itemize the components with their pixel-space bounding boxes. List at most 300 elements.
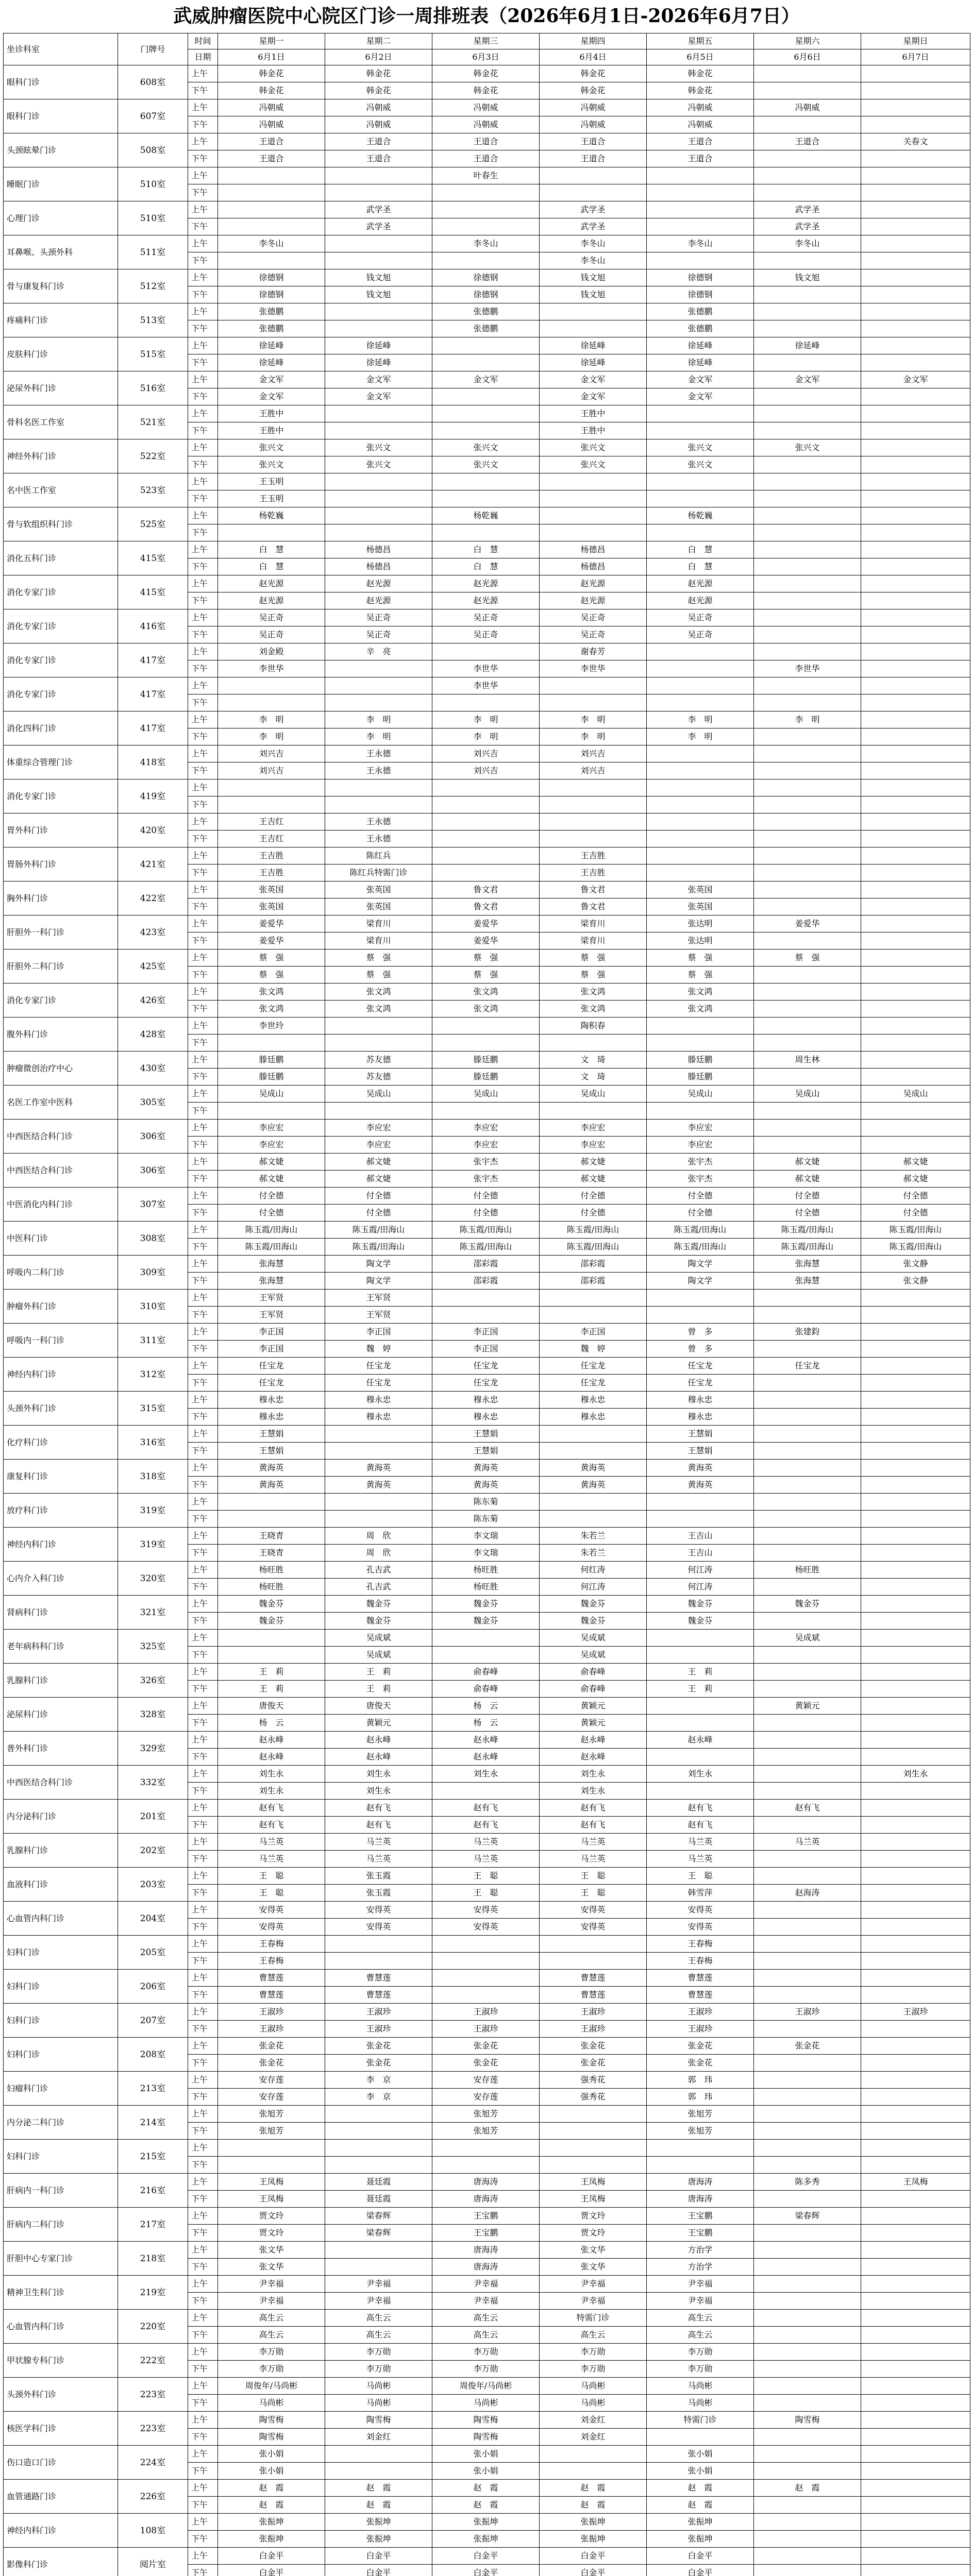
doctor-cell	[218, 779, 325, 796]
schedule-row-am	[4, 1222, 970, 1239]
doctor-cell: 郭 玮	[647, 2072, 754, 2089]
doctor-cell	[647, 1630, 754, 1647]
doctor-cell	[540, 831, 647, 848]
room-number-cell: 319室	[118, 1528, 188, 1562]
time-slot-label: 上午	[188, 133, 218, 150]
doctor-cell: 徐延峰	[647, 337, 754, 354]
doctor-cell	[325, 1443, 432, 1460]
department-cell: 肝病内二科门诊	[4, 2208, 118, 2242]
room-number-cell: 218室	[118, 2242, 188, 2276]
time-slot-label: 下午	[188, 2191, 218, 2208]
room-number-cell: 305室	[118, 1086, 188, 1120]
doctor-cell: 唐俊天	[325, 1698, 432, 1715]
doctor-cell: 张振坤	[325, 2514, 432, 2531]
doctor-cell	[754, 2463, 861, 2480]
doctor-cell: 李 京	[325, 2089, 432, 2106]
doctor-cell	[432, 1970, 540, 1987]
schedule-row-am	[4, 439, 970, 456]
doctor-cell	[754, 1341, 861, 1358]
doctor-cell: 梁春辉	[754, 2208, 861, 2225]
doctor-cell: 赵有飞	[754, 1800, 861, 1817]
doctor-cell	[540, 2123, 647, 2140]
doctor-cell	[218, 184, 325, 201]
doctor-cell	[861, 541, 970, 558]
doctor-cell: 王永德	[325, 814, 432, 831]
doctor-cell	[754, 2191, 861, 2208]
doctor-cell: 冯朝威	[325, 116, 432, 133]
doctor-cell	[218, 2140, 325, 2157]
doctor-cell	[218, 524, 325, 541]
doctor-cell: 李应宏	[647, 1120, 754, 1137]
doctor-cell: 李正国	[540, 1324, 647, 1341]
department-cell: 肝胆外一科门诊	[4, 916, 118, 950]
doctor-cell: 郝文婕	[325, 1154, 432, 1171]
doctor-cell	[754, 592, 861, 609]
schedule-row-am	[4, 643, 970, 660]
time-slot-label: 下午	[188, 456, 218, 473]
doctor-cell	[861, 1511, 970, 1528]
doctor-cell: 杨旺胜	[754, 1562, 861, 1579]
time-slot-label: 上午	[188, 2412, 218, 2429]
time-slot-label: 下午	[188, 1205, 218, 1222]
doctor-cell	[540, 779, 647, 796]
doctor-cell: 任宝龙	[325, 1358, 432, 1375]
doctor-cell: 张海慧	[218, 1273, 325, 1290]
doctor-cell: 赵 霞	[754, 2480, 861, 2497]
doctor-cell: 张宇杰	[647, 1154, 754, 1171]
time-slot-label: 上午	[188, 1936, 218, 1953]
doctor-cell: 马尚彬	[647, 2378, 754, 2395]
schedule-row-am	[4, 677, 970, 694]
doctor-cell: 徐德钢	[218, 286, 325, 303]
room-column-header: 门牌号	[118, 33, 188, 65]
doctor-cell: 张文鸿	[325, 1001, 432, 1018]
doctor-cell	[325, 1426, 432, 1443]
doctor-cell	[861, 1970, 970, 1987]
doctor-cell: 马尚彬	[647, 2395, 754, 2412]
doctor-cell	[861, 762, 970, 779]
room-number-cell: 308室	[118, 1222, 188, 1256]
schedule-row-am	[4, 711, 970, 728]
doctor-cell: 吴正奇	[647, 626, 754, 643]
schedule-row-am	[4, 2310, 970, 2327]
schedule-row-am	[4, 2140, 970, 2157]
doctor-cell	[861, 626, 970, 643]
doctor-cell: 刘生永	[540, 1783, 647, 1800]
time-slot-label: 下午	[188, 1885, 218, 1902]
time-slot-label: 上午	[188, 1664, 218, 1681]
doctor-cell: 苏友德	[325, 1069, 432, 1086]
doctor-cell: 张文鸿	[647, 984, 754, 1001]
time-slot-label: 上午	[188, 1562, 218, 1579]
doctor-cell	[647, 2140, 754, 2157]
doctor-cell: 白金平	[325, 2565, 432, 2576]
time-slot-label: 上午	[188, 2378, 218, 2395]
doctor-cell	[861, 1409, 970, 1426]
doctor-cell: 刘生永	[325, 1766, 432, 1783]
doctor-cell: 马尚彬	[325, 2395, 432, 2412]
doctor-cell: 王慧娟	[647, 1443, 754, 1460]
time-slot-label: 下午	[188, 1749, 218, 1766]
doctor-cell: 冯朝威	[432, 116, 540, 133]
doctor-cell: 王道合	[325, 150, 432, 167]
doctor-cell: 李 明	[218, 728, 325, 745]
doctor-cell: 徐德钢	[432, 269, 540, 286]
doctor-cell	[325, 2106, 432, 2123]
doctor-cell: 李正国	[218, 1324, 325, 1341]
doctor-cell: 刘生永	[218, 1783, 325, 1800]
doctor-cell: 穆永忠	[647, 1409, 754, 1426]
time-slot-label: 下午	[188, 1409, 218, 1426]
doctor-cell	[540, 2157, 647, 2174]
doctor-cell	[861, 1494, 970, 1511]
doctor-cell	[754, 2497, 861, 2514]
doctor-cell: 姜爱华	[754, 916, 861, 933]
doctor-cell: 王淑珍	[432, 2021, 540, 2038]
doctor-cell: 马兰英	[540, 1834, 647, 1851]
department-cell: 内分泌二科门诊	[4, 2106, 118, 2140]
doctor-cell	[861, 1885, 970, 1902]
doctor-cell: 王淑珍	[325, 2021, 432, 2038]
doctor-cell: 曹慧莲	[218, 1987, 325, 2004]
doctor-cell: 张旭芳	[218, 2106, 325, 2123]
doctor-cell: 张文华	[540, 2259, 647, 2276]
time-slot-label: 上午	[188, 201, 218, 218]
doctor-cell	[540, 1953, 647, 1970]
doctor-cell: 赵光源	[540, 592, 647, 609]
doctor-cell: 吴正奇	[540, 626, 647, 643]
doctor-cell: 安得英	[218, 1919, 325, 1936]
doctor-cell: 刘生永	[647, 1766, 754, 1783]
doctor-cell: 穆永忠	[325, 1392, 432, 1409]
time-slot-label: 下午	[188, 354, 218, 371]
doctor-cell: 赵永峰	[647, 1732, 754, 1749]
doctor-cell	[647, 814, 754, 831]
room-number-cell: 315室	[118, 1392, 188, 1426]
time-slot-label: 下午	[188, 286, 218, 303]
doctor-cell: 郝文婕	[540, 1154, 647, 1171]
doctor-cell	[218, 1035, 325, 1052]
doctor-cell: 李应宏	[540, 1120, 647, 1137]
time-slot-label: 上午	[188, 2174, 218, 2191]
doctor-cell: 钱文旭	[325, 269, 432, 286]
doctor-cell	[861, 439, 970, 456]
doctor-cell: 张达明	[647, 916, 754, 933]
doctor-cell	[325, 1936, 432, 1953]
doctor-cell	[861, 1817, 970, 1834]
schedule-row-am	[4, 1052, 970, 1069]
schedule-row-am	[4, 1290, 970, 1307]
doctor-cell: 魏金芬	[754, 1596, 861, 1613]
doctor-cell: 王慧娟	[432, 1426, 540, 1443]
doctor-cell: 穆永忠	[325, 1409, 432, 1426]
doctor-cell	[432, 2157, 540, 2174]
doctor-cell	[218, 1103, 325, 1120]
doctor-cell	[218, 1647, 325, 1664]
doctor-cell: 穆永忠	[432, 1409, 540, 1426]
doctor-cell	[861, 933, 970, 950]
doctor-cell: 陶文学	[325, 1273, 432, 1290]
doctor-cell: 王军贤	[218, 1307, 325, 1324]
time-slot-label: 上午	[188, 439, 218, 456]
doctor-cell: 李 明	[540, 728, 647, 745]
doctor-cell: 文 琦	[540, 1069, 647, 1086]
doctor-cell	[861, 831, 970, 848]
doctor-cell: 张振坤	[325, 2531, 432, 2548]
doctor-cell: 陶文学	[647, 1273, 754, 1290]
doctor-cell: 杨德昌	[540, 558, 647, 575]
doctor-cell: 李万勋	[540, 2361, 647, 2378]
room-number-cell: 306室	[118, 1154, 188, 1188]
doctor-cell: 陶文学	[647, 1256, 754, 1273]
doctor-cell: 张振坤	[647, 2531, 754, 2548]
doctor-cell	[861, 2412, 970, 2429]
doctor-cell: 刘兴吉	[540, 762, 647, 779]
doctor-cell: 张小娟	[218, 2463, 325, 2480]
room-number-cell: 415室	[118, 575, 188, 609]
doctor-cell: 陈玉霞/田海山	[540, 1239, 647, 1256]
doctor-cell	[861, 643, 970, 660]
schedule-row-am	[4, 2004, 970, 2021]
room-number-cell: 607室	[118, 99, 188, 133]
time-slot-label: 上午	[188, 1766, 218, 1783]
department-cell: 肝胆中心专家门诊	[4, 2242, 118, 2276]
doctor-cell: 张英国	[218, 899, 325, 916]
time-slot-label: 下午	[188, 2021, 218, 2038]
time-slot-label: 下午	[188, 1307, 218, 1324]
doctor-cell	[218, 218, 325, 235]
department-cell: 妇科门诊	[4, 1936, 118, 1970]
doctor-cell: 吴正奇	[540, 609, 647, 626]
doctor-cell: 王凤梅	[540, 2191, 647, 2208]
doctor-cell	[325, 303, 432, 320]
doctor-cell	[647, 1783, 754, 1800]
doctor-cell: 金文军	[754, 371, 861, 388]
doctor-cell	[861, 2463, 970, 2480]
doctor-cell	[861, 99, 970, 116]
doctor-cell: 赵永峰	[432, 1749, 540, 1766]
department-cell: 消化专家门诊	[4, 677, 118, 711]
doctor-cell: 吴正奇	[325, 626, 432, 643]
doctor-cell	[754, 1647, 861, 1664]
time-slot-label: 下午	[188, 728, 218, 745]
doctor-cell	[861, 882, 970, 899]
doctor-cell: 吴正奇	[432, 626, 540, 643]
weekday-header: 星期三	[432, 33, 540, 49]
doctor-cell	[754, 1817, 861, 1834]
doctor-cell	[861, 388, 970, 405]
time-slot-label: 上午	[188, 745, 218, 762]
weekday-header: 星期二	[325, 33, 432, 49]
time-slot-label: 上午	[188, 1630, 218, 1647]
doctor-cell	[861, 2497, 970, 2514]
doctor-cell: 冯朝威	[647, 99, 754, 116]
time-slot-label: 上午	[188, 1120, 218, 1137]
doctor-cell	[540, 1494, 647, 1511]
department-cell: 消化专家门诊	[4, 575, 118, 609]
time-slot-label: 下午	[188, 1137, 218, 1154]
room-number-cell: 307室	[118, 1188, 188, 1222]
doctor-cell	[861, 116, 970, 133]
doctor-cell: 鲁文君	[432, 899, 540, 916]
doctor-cell	[218, 677, 325, 694]
department-cell: 骨与康复科门诊	[4, 269, 118, 303]
doctor-cell: 武学圣	[540, 218, 647, 235]
weekday-header: 星期四	[540, 33, 647, 49]
time-slot-label: 上午	[188, 2140, 218, 2157]
doctor-cell: 安得英	[325, 1919, 432, 1936]
doctor-cell: 李万勋	[540, 2344, 647, 2361]
doctor-cell: 吴成山	[754, 1086, 861, 1103]
doctor-cell: 赵光源	[540, 575, 647, 592]
doctor-cell: 张英国	[325, 899, 432, 916]
doctor-cell: 王淑珍	[218, 2021, 325, 2038]
time-slot-label: 下午	[188, 1987, 218, 2004]
doctor-cell: 刘生永	[218, 1766, 325, 1783]
room-number-cell: 319室	[118, 1494, 188, 1528]
doctor-cell: 张文鸿	[540, 1001, 647, 1018]
doctor-cell	[647, 865, 754, 882]
doctor-cell	[432, 2140, 540, 2157]
doctor-cell	[861, 1698, 970, 1715]
doctor-cell	[432, 218, 540, 235]
doctor-cell	[325, 1035, 432, 1052]
doctor-cell: 张文华	[218, 2259, 325, 2276]
doctor-cell: 王永德	[325, 762, 432, 779]
doctor-cell: 赵 霞	[218, 2497, 325, 2514]
doctor-cell	[325, 2259, 432, 2276]
doctor-cell	[647, 2429, 754, 2446]
doctor-cell: 张文鸿	[325, 984, 432, 1001]
doctor-cell	[540, 1511, 647, 1528]
doctor-cell	[754, 524, 861, 541]
doctor-cell: 朱若兰	[540, 1545, 647, 1562]
doctor-cell: 李文瑞	[432, 1545, 540, 1562]
doctor-cell	[754, 848, 861, 865]
time-slot-label: 上午	[188, 1324, 218, 1341]
doctor-cell	[647, 201, 754, 218]
doctor-cell: 刘生永	[325, 1783, 432, 1800]
doctor-cell: 滕廷鹏	[218, 1052, 325, 1069]
doctor-cell	[861, 1443, 970, 1460]
schedule-row-am	[4, 2038, 970, 2055]
doctor-cell: 白 慧	[432, 541, 540, 558]
doctor-cell	[754, 1460, 861, 1477]
doctor-cell: 王道合	[218, 150, 325, 167]
doctor-cell	[754, 1137, 861, 1154]
doctor-cell: 徐延峰	[218, 354, 325, 371]
doctor-cell: 任宝龙	[432, 1375, 540, 1392]
doctor-cell: 邵彩霞	[432, 1273, 540, 1290]
time-slot-label: 上午	[188, 405, 218, 422]
department-cell: 眼科门诊	[4, 99, 118, 133]
time-slot-label: 上午	[188, 99, 218, 116]
doctor-cell: 陈玉霞/田海山	[218, 1239, 325, 1256]
time-slot-label: 上午	[188, 2242, 218, 2259]
doctor-cell: 杨德昌	[325, 541, 432, 558]
doctor-cell: 刘生永	[540, 1766, 647, 1783]
doctor-cell	[218, 252, 325, 269]
doctor-cell	[861, 1069, 970, 1086]
room-number-cell: 510室	[118, 201, 188, 235]
doctor-cell: 马兰英	[754, 1834, 861, 1851]
department-cell: 精神卫生科门诊	[4, 2276, 118, 2310]
doctor-cell: 付全德	[754, 1188, 861, 1205]
doctor-cell	[647, 184, 754, 201]
time-slot-label: 下午	[188, 1851, 218, 1868]
doctor-cell: 黄海英	[325, 1460, 432, 1477]
room-number-cell: 508室	[118, 133, 188, 167]
doctor-cell: 曹慧莲	[325, 1987, 432, 2004]
doctor-cell: 刘兴吉	[218, 745, 325, 762]
doctor-cell: 王道合	[218, 133, 325, 150]
doctor-cell: 李正国	[218, 1341, 325, 1358]
time-slot-label: 下午	[188, 252, 218, 269]
doctor-cell: 王宝鹏	[432, 2225, 540, 2242]
room-number-cell: 328室	[118, 1698, 188, 1732]
doctor-cell: 滕廷鹏	[647, 1052, 754, 1069]
doctor-cell: 白金平	[432, 2565, 540, 2576]
doctor-cell	[861, 252, 970, 269]
doctor-cell: 张金花	[218, 2038, 325, 2055]
doctor-cell: 徐德钢	[218, 269, 325, 286]
date-column-header: 日期	[188, 49, 218, 65]
department-cell: 胃外科门诊	[4, 814, 118, 848]
doctor-cell	[432, 405, 540, 422]
schedule-row-am	[4, 1834, 970, 1851]
doctor-cell: 付全德	[218, 1188, 325, 1205]
doctor-cell	[754, 2140, 861, 2157]
doctor-cell: 刘金红	[325, 2429, 432, 2446]
doctor-cell: 邵彩霞	[432, 1256, 540, 1273]
doctor-cell	[432, 422, 540, 439]
doctor-cell	[861, 354, 970, 371]
doctor-cell: 陈玉霞/田海山	[861, 1222, 970, 1239]
time-slot-label: 上午	[188, 2208, 218, 2225]
doctor-cell	[325, 1494, 432, 1511]
doctor-cell	[754, 1970, 861, 1987]
doctor-cell: 何红涛	[540, 1562, 647, 1579]
doctor-cell	[754, 984, 861, 1001]
doctor-cell	[325, 422, 432, 439]
department-cell: 放疗科门诊	[4, 1494, 118, 1528]
doctor-cell	[432, 779, 540, 796]
doctor-cell	[861, 184, 970, 201]
doctor-cell: 郝文婕	[325, 1171, 432, 1188]
time-slot-label: 下午	[188, 2395, 218, 2412]
doctor-cell: 徐德钢	[647, 269, 754, 286]
doctor-cell	[861, 2157, 970, 2174]
doctor-cell	[861, 2514, 970, 2531]
time-slot-label: 上午	[188, 2004, 218, 2021]
doctor-cell: 滕廷鹏	[432, 1052, 540, 1069]
doctor-cell: 赵永峰	[218, 1749, 325, 1766]
doctor-cell	[861, 2378, 970, 2395]
doctor-cell: 赵有飞	[218, 1800, 325, 1817]
doctor-cell: 杨旺胜	[218, 1579, 325, 1596]
doctor-cell: 付全德	[325, 1188, 432, 1205]
doctor-cell: 韩金花	[325, 65, 432, 82]
doctor-cell: 赵光源	[647, 575, 754, 592]
doctor-cell	[861, 1613, 970, 1630]
doctor-cell: 周生林	[754, 1052, 861, 1069]
time-slot-label: 下午	[188, 1273, 218, 1290]
doctor-cell: 李应宏	[325, 1120, 432, 1137]
doctor-cell	[325, 235, 432, 252]
doctor-cell	[754, 1868, 861, 1885]
time-slot-label: 上午	[188, 711, 218, 728]
doctor-cell: 白金平	[218, 2548, 325, 2565]
